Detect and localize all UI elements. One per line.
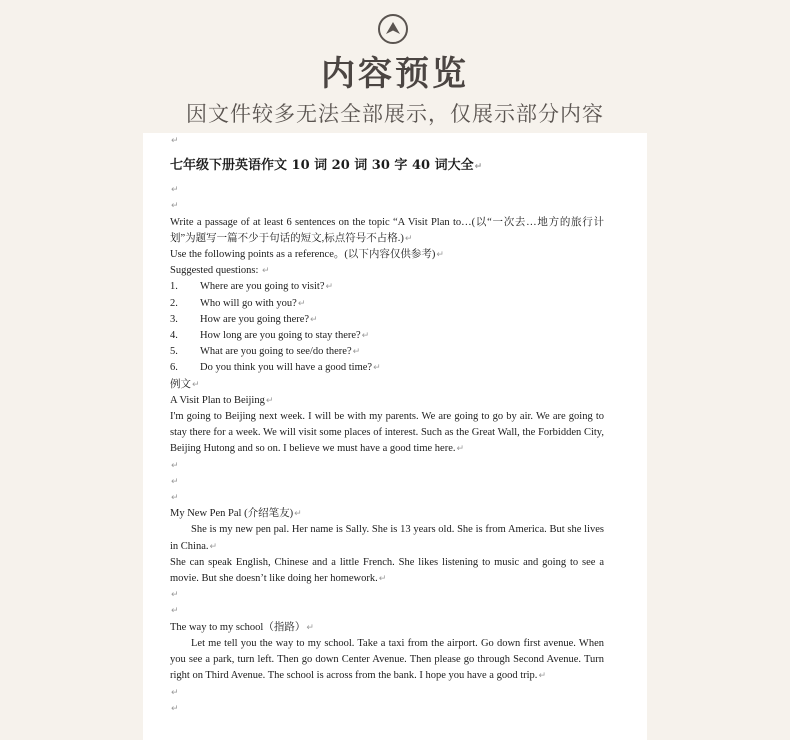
empty-paragraph: ↵ [171,687,179,698]
empty-paragraph: ↵ [171,136,179,146]
page-subtitle: 因文件较多无法全部展示，仅展示部分内容 [186,102,604,126]
essay-title: A Visit Plan to Beijing↵ [170,394,274,406]
empty-paragraph: ↵ [171,460,179,471]
essay-title: The way to my school（指路）↵ [170,621,314,633]
empty-paragraph: ↵ [171,493,179,504]
essay-body: I'm going to Beijing next week. I will be with my parents. We are going to go by air. We are going to stay there for a week. We will visit some places of interest. Such as the Great Wall, the Forbidden City, Beijing Hutong and so on. I believe we must have a good time here.↵ [170,411,604,455]
essay-title: My New Pen Pal (介绍笔友)↵ [170,508,302,520]
empty-paragraph: ↵ [171,476,179,487]
question-item: 5. What are you going to see/do there? ↵ [170,346,361,358]
document-content [170,133,604,717]
empty-paragraph: ↵ [171,201,179,212]
up-chevron-circle-icon[interactable] [378,14,408,44]
question-item: 3. How are you going there? ↵ [170,313,318,325]
question-item: 1. Where are you going to visit? ↵ [170,281,334,293]
reference-line: Use the following points as a reference。(以下内容仅供参考)↵ [170,249,444,261]
question-item: 2. Who will go with you? ↵ [170,297,306,309]
sample-label: 例文↵ [170,378,200,390]
suggested-label: Suggested questions: ↵ [170,265,270,277]
essay-body: She is my new pen pal. Her name is Sally. She is 13 years old. She is from America. But she lives in China.↵ [170,524,604,552]
essay-body: She can speak English, Chinese and a little French. She likes listening to music and going to see a movie. But she doesn’t like doing her homework.↵ [170,556,604,585]
essay-body: Let me tell you the way to my school. Take a taxi from the airport. Go down first avenue. When you see a park, turn left. Then go down Center Avenue. Then please go through Second Avenue. Turn right on Third Avenue. The school is across from the bank. I hope you have a good trip.↵ [170,637,604,682]
empty-paragraph: ↵ [171,703,179,714]
up-arrow-glyph [384,20,402,38]
empty-paragraph: ↵ [171,606,179,617]
empty-paragraph: ↵ [171,185,179,196]
document-preview [143,133,647,740]
question-item: 4. How long are you going to stay there? ↵ [170,330,370,342]
page-title: 内容预览 [321,54,469,94]
empty-paragraph: ↵ [171,590,179,601]
intro-paragraph: Write a passage of at least 6 sentences on the topic “A Visit Plan to…(以“一次去…地方的旅行计划”为题写一篇不少于句话的短文,标点符号不占格.)↵ [170,216,604,244]
document-heading: 七年级下册英语作文 10 词 20 词 30 字 40 词大全↵ [170,158,483,174]
question-item: 6. Do you think you will have a good time? ↵ [170,362,381,374]
